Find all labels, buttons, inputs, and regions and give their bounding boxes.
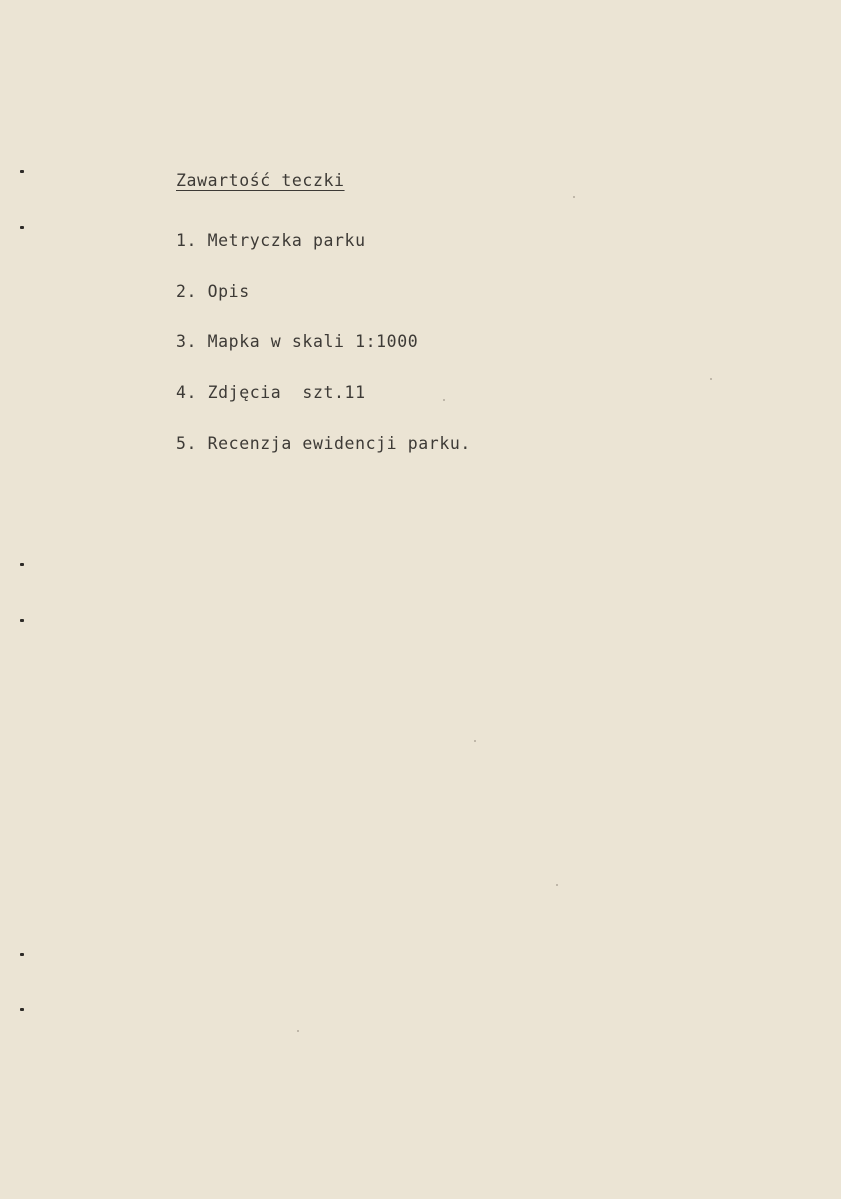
binder-mark <box>20 563 24 566</box>
list-item: 2. Opis <box>176 282 250 301</box>
paper-speck <box>710 378 712 380</box>
list-item: 5. Recenzja ewidencji parku. <box>176 434 471 453</box>
binder-mark <box>20 170 24 173</box>
binder-mark <box>20 226 24 229</box>
binder-mark <box>20 953 24 956</box>
list-item: 3. Mapka w skali 1:1000 <box>176 332 419 351</box>
binder-mark <box>20 1008 24 1011</box>
list-item: 4. Zdjęcia szt.11 <box>176 383 366 402</box>
page-title: Zawartość teczki <box>176 171 345 190</box>
list-item: 1. Metryczka parku <box>176 231 366 250</box>
paper-speck <box>556 884 558 886</box>
paper-speck <box>443 399 445 401</box>
paper-speck <box>474 740 476 742</box>
paper-speck <box>573 196 575 198</box>
binder-mark <box>20 619 24 622</box>
paper-speck <box>297 1030 299 1032</box>
